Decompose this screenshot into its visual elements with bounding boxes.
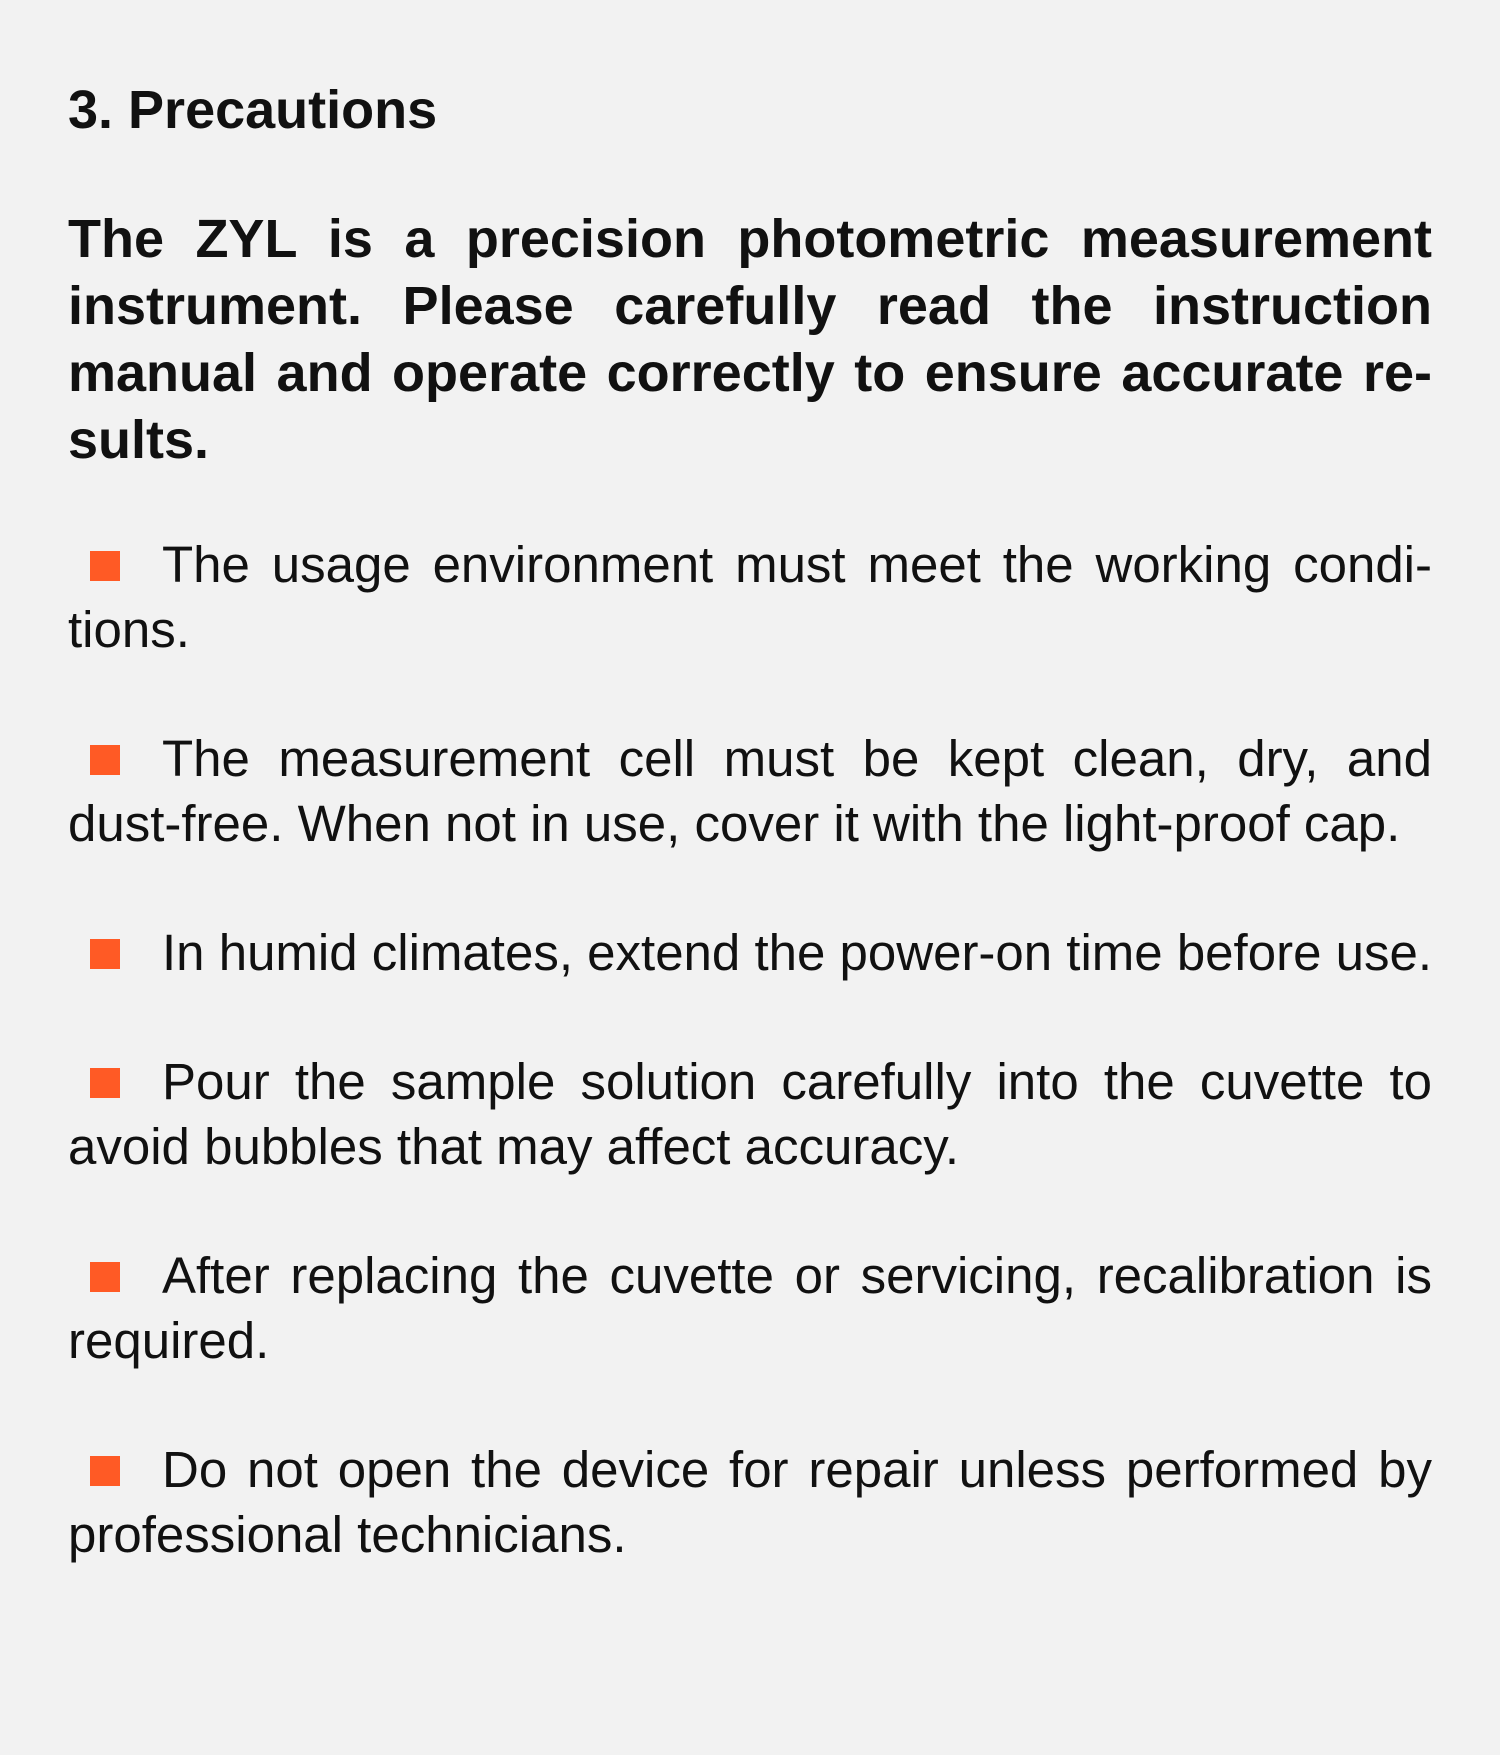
list-item [68, 1243, 1432, 1373]
square-bullet-icon [90, 745, 120, 775]
precaution-text: After replacing the cuvette or servicing, recalibration is required. [68, 1247, 1432, 1369]
list-item [68, 1437, 1432, 1567]
list-item [68, 1049, 1432, 1179]
square-bullet-icon [90, 551, 120, 581]
intro-paragraph: The ZYL is a precision photometric measurement instrument. Please carefully read the instruction manual and operate correctly to ensure accurate re-sults. [68, 209, 1432, 470]
precaution-text: The measurement cell must be kept clean, dry, and dust-free. When not in use, cover it with the light-proof cap. [68, 730, 1432, 852]
precaution-text: Pour the sample solution carefully into the cuvette to avoid bubbles that may affect accuracy. [68, 1053, 1432, 1175]
precaution-text: In humid climates, extend the power-on time before use. [162, 924, 1432, 981]
square-bullet-icon [90, 1262, 120, 1292]
precautions-list [68, 532, 1432, 1567]
list-item [68, 726, 1432, 856]
section-title: 3. Precautions [68, 80, 438, 140]
square-bullet-icon [90, 1456, 120, 1486]
square-bullet-icon [90, 939, 120, 969]
precaution-text: Do not open the device for repair unless performed by professional technicians. [68, 1441, 1432, 1563]
list-item [68, 532, 1432, 662]
precaution-text: The usage environment must meet the working condi-tions. [68, 536, 1432, 658]
square-bullet-icon [90, 1068, 120, 1098]
list-item [68, 920, 1432, 985]
